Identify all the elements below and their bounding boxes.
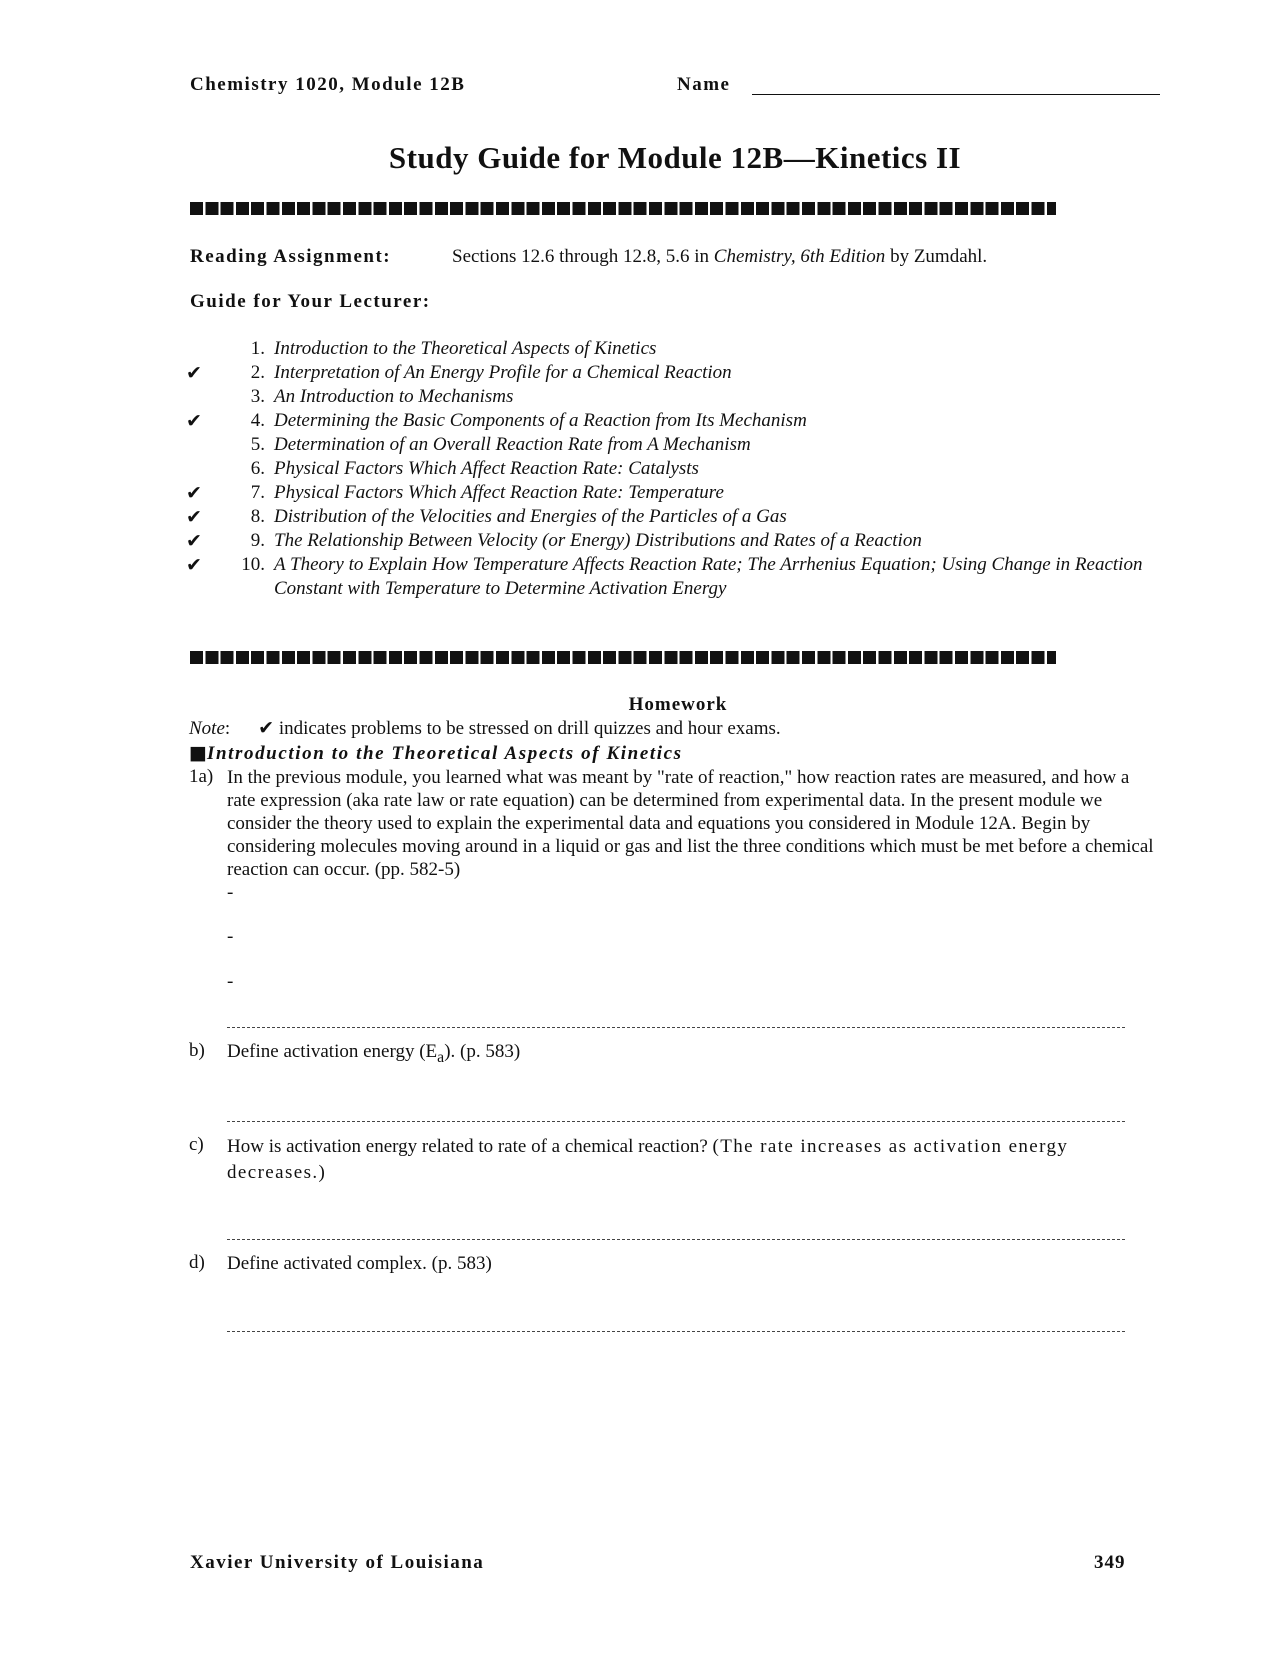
- answer-separator: [227, 1027, 1125, 1028]
- item-number: 7.: [250, 482, 265, 503]
- check-icon: ✔: [186, 362, 202, 384]
- list-item: [186, 529, 1166, 553]
- item-text: Physical Factors Which Affect Reaction Rate: Temperature: [274, 482, 724, 503]
- item-number: 10.: [241, 554, 265, 575]
- item-number: 6.: [250, 458, 265, 479]
- answer-separator: [227, 1121, 1125, 1122]
- list-item: [186, 553, 1166, 601]
- answer-separator: [227, 1239, 1125, 1240]
- item-text: Physical Factors Which Affect Reaction Rate: Catalysts: [274, 458, 699, 479]
- question-b-label: b): [189, 1040, 205, 1061]
- item-text: Determination of an Overall Reaction Rate from A Mechanism: [274, 434, 751, 455]
- check-icon: ✔: [186, 506, 202, 528]
- item-text: Determining the Basic Components of a Reaction from Its Mechanism: [274, 410, 807, 431]
- check-icon: [186, 433, 225, 457]
- check-icon: ✔: [186, 482, 202, 504]
- note-line: [189, 717, 781, 740]
- guide-list: [186, 337, 1166, 601]
- section-heading: [189, 742, 683, 765]
- check-icon: ✔: [186, 554, 202, 576]
- item-text: A Theory to Explain How Temperature Affects Reaction Rate; The Arrhenius Equation; Using Change in Reaction Constant with Temperature to Determine Activation Energy: [274, 554, 1143, 599]
- qb-text-before: Define activation energy (E: [227, 1041, 438, 1062]
- answer-separator: [227, 1331, 1125, 1332]
- qb-text-after: ). (p. 583): [444, 1041, 521, 1062]
- question-b-text: [227, 1040, 1157, 1069]
- item-text: The Relationship Between Velocity (or Energy) Distributions and Rates of a Reaction: [274, 530, 922, 551]
- question-1a-label: 1a): [189, 766, 214, 787]
- answer-dash-2: -: [227, 926, 234, 947]
- item-number: 3.: [250, 386, 265, 407]
- item-text: Introduction to the Theoretical Aspects of Kinetics: [274, 338, 657, 359]
- page-number: 349: [1094, 1552, 1126, 1573]
- item-text: Distribution of the Velocities and Energies of the Particles of a Gas: [274, 506, 787, 527]
- check-icon: ✔: [258, 717, 275, 739]
- guide-label: Guide for Your Lecturer:: [190, 291, 431, 312]
- qb-subscript: a: [437, 1048, 445, 1066]
- list-item: [186, 361, 1166, 385]
- qc-answer: (The rate increases as activation energy decreases.): [227, 1136, 1069, 1183]
- question-1a-text: In the previous module, you learned what was meant by "rate of reaction," how reaction rates are measured, and how a rate expression (aka rate law or rate equation) can be determined from experimental data. In the present module we consider the theory used to explain the experimental data and equations you considered in Module 12A. Begin by considering molecules moving around in a liquid or gas and list the three conditions which must be met before a chemical reaction can occur. (pp. 582-5): [227, 767, 1154, 880]
- note-label: Note: [189, 718, 225, 739]
- list-item: [186, 433, 1166, 457]
- note-colon: :: [224, 718, 231, 739]
- reading-assignment-label: Reading Assignment:: [190, 246, 392, 267]
- square-bullet-icon: ■: [189, 742, 207, 764]
- divider-bar: [190, 651, 1056, 664]
- item-number: 4.: [250, 410, 265, 431]
- item-number: 1.: [250, 338, 265, 359]
- qc-question: How is activation energy related to rate of a chemical reaction?: [227, 1136, 713, 1157]
- item-text: An Introduction to Mechanisms: [274, 386, 514, 407]
- homework-heading: Homework: [628, 694, 728, 715]
- name-blank-line: [752, 94, 1160, 95]
- question-c-text: [227, 1134, 1157, 1186]
- reading-text-after: by Zumdahl.: [885, 246, 988, 267]
- note-text: indicates problems to be stressed on drill quizzes and hour exams.: [274, 718, 781, 739]
- list-item: [186, 481, 1166, 505]
- divider-bar: [190, 202, 1056, 215]
- reading-text-before: Sections 12.6 through 12.8, 5.6 in: [452, 246, 714, 267]
- question-c-label: c): [189, 1134, 204, 1155]
- check-icon: ✔: [186, 530, 202, 552]
- list-item: [186, 385, 1166, 409]
- question-d-label: d): [189, 1252, 205, 1273]
- item-number: 9.: [250, 530, 265, 551]
- section-title: Introduction to the Theoretical Aspects of Kinetics: [206, 743, 683, 764]
- item-number: 5.: [250, 434, 265, 455]
- reading-book-title: Chemistry, 6th Edition: [713, 246, 886, 267]
- item-number: 8.: [250, 506, 265, 527]
- course-title: Chemistry 1020, Module 12B: [190, 74, 466, 95]
- footer-institution: Xavier University of Louisiana: [190, 1552, 485, 1573]
- list-item: [186, 337, 1166, 361]
- item-text: Interpretation of An Energy Profile for a Chemical Reaction: [274, 362, 732, 383]
- list-item: [186, 409, 1166, 433]
- answer-dash-1: -: [227, 882, 234, 903]
- check-icon: ✔: [186, 410, 202, 432]
- check-icon: [186, 337, 225, 361]
- list-item: [186, 505, 1166, 529]
- reading-assignment-text: [452, 246, 987, 268]
- check-icon: [186, 457, 225, 481]
- question-d-text: Define activated complex. (p. 583): [227, 1253, 492, 1274]
- name-label: Name: [677, 74, 731, 95]
- list-item: [186, 457, 1166, 481]
- answer-dash-3: -: [227, 971, 234, 992]
- item-number: 2.: [250, 362, 265, 383]
- check-icon: [186, 385, 225, 409]
- page-title: Study Guide for Module 12B—Kinetics II: [388, 140, 962, 175]
